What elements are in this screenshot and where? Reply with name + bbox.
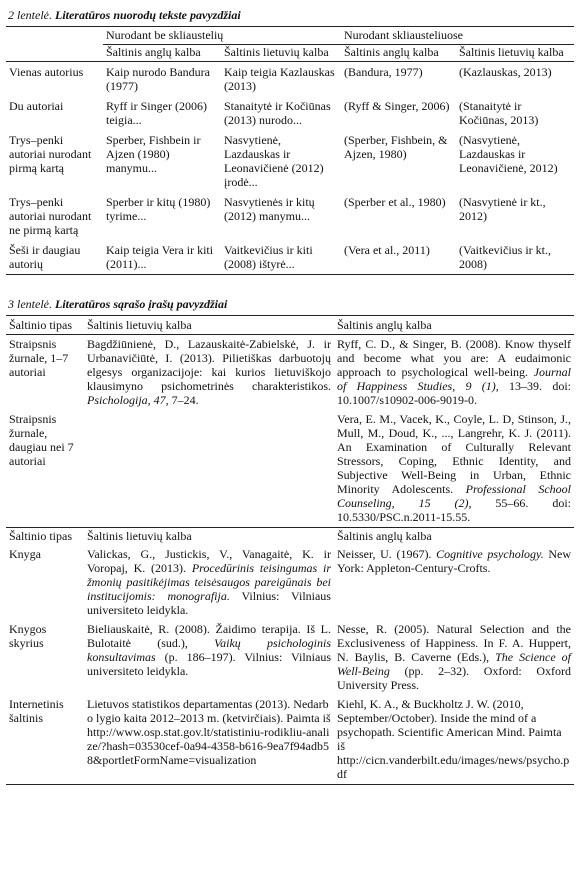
- table3-mid-col-en: Šaltinis anglų kalba: [334, 528, 574, 546]
- table-row: [6, 410, 574, 528]
- table3-col-lt: Šaltinis lietuvių kalba: [84, 316, 334, 335]
- table2-caption-label: 2 lentelė.: [8, 8, 52, 22]
- cell: (Nasvytienė ir kt., 2012): [459, 195, 546, 223]
- cell: (Stanaitytė ir Kočiūnas, 2013): [459, 99, 539, 127]
- cell: Sperber ir kitų (1980) tyrime...: [106, 195, 211, 223]
- cell: Kaip nurodo Bandura (1977): [103, 62, 221, 97]
- cell: Nasvytienė, Lazdauskas ir Leonavičienė (2012) įrodė...: [224, 133, 324, 189]
- table-row: [6, 130, 574, 192]
- table2-sub-en-b: Šaltinis anglų kalba: [344, 45, 439, 59]
- table3-col-type: Šaltinio tipas: [6, 316, 84, 335]
- reference-lt: Lietuvos statistikos departamentas (2013). Nedarbo lygio kaita 2012–2013 m. (ketvirčiais). Paimta iš http://www.osp.stat.gov.lt/statistiniu-rodikliu-analize/?hash=03530cef-0a94-4358-b616-9ea7f94adb58&portletFormName=visualization: [84, 695, 334, 785]
- table3: [6, 315, 574, 785]
- page: [6, 0, 574, 785]
- reference-en: Nesse, R. (2005). Natural Selection and the Exclusiveness of Happiness. In F. A. Huppert, N. Baylis, B. Caverne (Eds.), The Science of Well-Being (pp. 2–32). Oxford: Oxford University Press.: [337, 622, 571, 692]
- cell: (Ryff & Singer, 2006): [344, 99, 450, 113]
- row-label: Straipsnis žurnale, 1–7 autoriai: [9, 337, 69, 379]
- row-label: Trys–penki autoriai nurodant ne pirmą kartą: [9, 195, 92, 237]
- reference-en: Neisser, U. (1967). Cognitive psychology. New York: Appleton-Century-Crofts.: [337, 547, 571, 575]
- cell: Kaip teigia Vera ir kiti (2011)...: [103, 240, 221, 275]
- reference-en: Kiehl, K. A., & Buckholtz J. W. (2010, September/October). Inside the mind of a psychopath. Scientific American Mind. Paimta iš http://cicn.vanderbilt.edu/images/news/psycho.pdf: [334, 695, 574, 785]
- cell: (Bandura, 1977): [341, 62, 456, 97]
- row-label: Knyga: [9, 547, 41, 561]
- cell: Nasvytienės ir kitų (2012) manymu...: [224, 195, 315, 223]
- table3-caption-label: 3 lentelė.: [8, 297, 52, 311]
- row-label: Vienas autorius: [6, 62, 103, 97]
- cell: (Sperber et al., 1980): [344, 195, 446, 209]
- reference-lt: Bagdžiūnienė, D., Lazauskaitė-Zabielskė, J. ir Urbanavičiūtė, I. (2013). Pilietiškas darbuotojų elgesys organizacijoje: kai kurios lietuviškojo klausimyno psichometrinės charakteristikos. Psichologija, 47, 7–24.: [87, 337, 331, 407]
- table3-caption-title: Literatūros sąrašo įrašų pavyzdžiai: [54, 297, 228, 311]
- table2-sub-lt-a: Šaltinis lietuvių kalba: [224, 45, 329, 59]
- cell: Sperber, Fishbein ir Ajzen (1980) manymu...: [106, 133, 201, 175]
- table2-group-header: [6, 27, 574, 45]
- cell: (Vaitkevičius ir kt., 2008): [456, 240, 574, 275]
- table3-mid-col-type: Šaltinio tipas: [6, 528, 84, 546]
- table2-group-in: Nurodant skliausteliuose: [341, 27, 574, 45]
- row-label: Knygos skyrius: [9, 622, 47, 650]
- table2-group-before: Nurodant be skliaustelių: [103, 27, 341, 45]
- cell: Kaip teigia Kazlauskas (2013): [221, 62, 341, 97]
- table-row: [6, 192, 574, 240]
- row-label: Du autoriai: [9, 99, 64, 113]
- reference-lt: Valickas, G., Justickis, V., Vanagaitė, K. ir Voropaj, K. (2013). Procedūrinis teisingumas ir žmonių pasitikėjimas teisėsaugos pareigūnais bei institucijomis: monografija. Vilnius: Vilniaus universiteto leidykla.: [87, 547, 331, 617]
- table2-sub-lt-b: Šaltinis lietuvių kalba: [459, 45, 564, 59]
- reference-en: Ryff, C. D., & Singer, B. (2008). Know thyself and become what you are: A eudaimonic approach to psychological well-being. Journal of Happiness Studies, 9 (1), 13–39. doi: 10.1007/s10902-006-9019-0.: [337, 337, 572, 407]
- table3-mid-header: [6, 528, 574, 546]
- cell: Ryff ir Singer (2006) teigia...: [106, 99, 207, 127]
- table2-corner: [6, 27, 103, 45]
- table-row: [6, 545, 574, 620]
- table-row: [6, 240, 574, 275]
- table3-header: [6, 316, 574, 335]
- table2-caption: [8, 8, 574, 23]
- table-row: [6, 62, 574, 97]
- table-row: [6, 620, 574, 695]
- cell: (Nasvytienė, Lazdauskas ir Leonavičienė, 2012): [459, 133, 558, 175]
- table2-caption-title: Literatūros nuorodų tekste pavyzdžiai: [54, 8, 241, 22]
- table-row: [6, 96, 574, 130]
- table-row: [6, 335, 574, 411]
- table3-mid-col-lt: Šaltinis lietuvių kalba: [84, 528, 334, 546]
- table3-caption: [8, 297, 574, 312]
- reference-lt: Bieliauskaitė, R. (2008). Žaidimo terapija. Iš L. Bulotaitė (sud.), Vaikų psichologinis konsultavimas (p. 186–197). Vilnius: Vilniaus universiteto leidykla.: [87, 622, 331, 678]
- table2: [6, 26, 574, 275]
- cell: (Kazlauskas, 2013): [456, 62, 574, 97]
- cell: Stanaitytė ir Kočiūnas (2013) nurodo...: [224, 99, 331, 127]
- row-label: Trys–penki autoriai nurodant pirmą kartą: [9, 133, 92, 175]
- cell: (Sperber, Fishbein, & Ajzen, 1980): [344, 133, 448, 161]
- row-label: Straipsnis žurnale, daugiau nei 7 autoriai: [9, 412, 74, 468]
- row-label: Internetinis šaltinis: [6, 695, 84, 785]
- reference-lt: [84, 410, 334, 528]
- table2-sub-header: [6, 45, 574, 62]
- reference-en: Vera, E. M., Vacek, K., Coyle, L. D, Stinson, J., Mull, M., Doud, K., ..., Langrehr, K. J. (2011). An Examination of Culturally Relevant Stressors, Coping, Ethnic Identity, and Subjective Well-Being in Urban, Ethnic Minority Adolescents. Professional School Counseling, 15 (2), 55–66. doi: 10.5330/PSC.n.2011-15.55.: [337, 412, 571, 524]
- table3-col-en: Šaltinis anglų kalba: [334, 316, 574, 335]
- table-row: [6, 695, 574, 785]
- cell: (Vera et al., 2011): [341, 240, 456, 275]
- row-label: Šeši ir daugiau autorių: [6, 240, 103, 275]
- table2-sub-en-a: Šaltinis anglų kalba: [106, 45, 201, 59]
- cell: Vaitkevičius ir kiti (2008) ištyrė...: [221, 240, 341, 275]
